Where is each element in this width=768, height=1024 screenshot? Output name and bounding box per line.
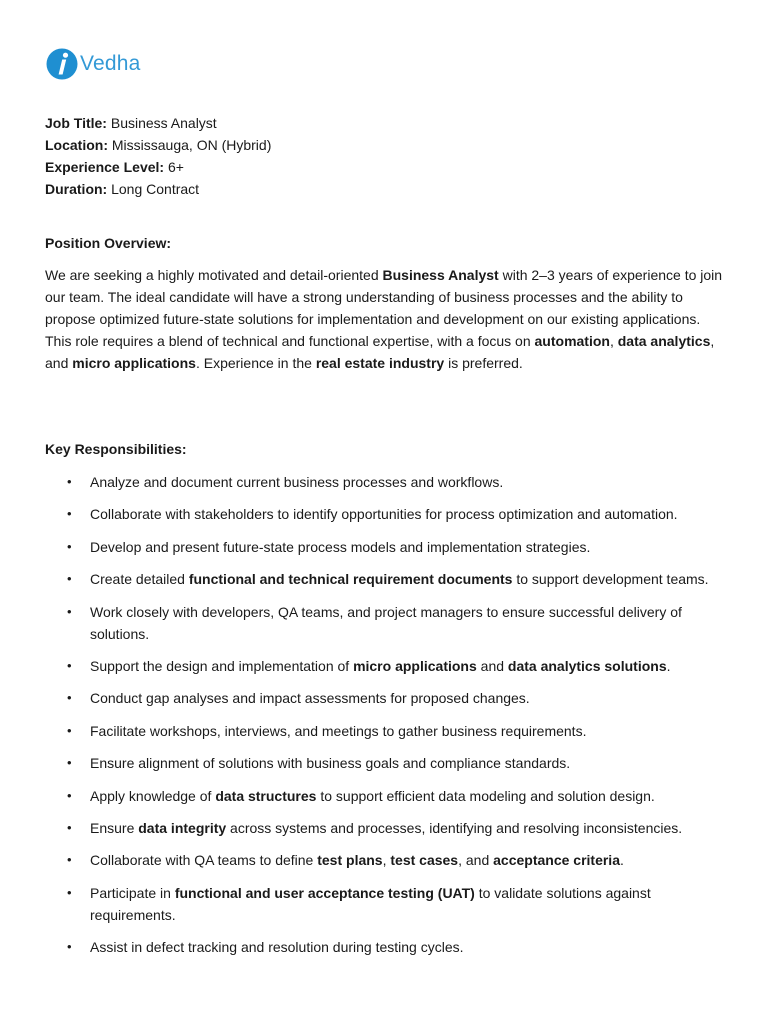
overview-heading: Position Overview: <box>45 235 172 251</box>
overview-text-3: , <box>609 333 618 349</box>
list-item <box>45 471 725 493</box>
overview-text-6: is preferred. <box>444 355 523 371</box>
list-item-text: Support the design and implementation of <box>90 657 354 674</box>
list-item-text: Collaborate with QA teams to define <box>90 852 318 869</box>
responsibilities-heading: Key Responsibilities: <box>45 441 187 457</box>
list-item-text: , and <box>458 852 494 869</box>
responsibilities-list <box>45 471 725 968</box>
list-item-bold-text: acceptance criteria <box>493 852 620 869</box>
list-item <box>45 687 725 709</box>
list-item-bold-text: data integrity <box>138 819 227 836</box>
job-title-row <box>45 112 725 134</box>
overview-text-2: with 2–3 years of experience to join our team. The ideal candidate will have a strong understanding of business processes and the ability to propose optimized future-state solutions for implementation and development on our existing applications. This role requires a blend of technical and functional expertise, with a focus on <box>45 267 723 349</box>
list-item <box>45 601 725 645</box>
vedha-i-icon <box>46 47 78 81</box>
list-item <box>45 785 725 807</box>
experience-label: Experience Level: <box>45 159 165 175</box>
list-item-bold-text: data structures <box>215 787 317 804</box>
experience-value: 6+ <box>167 159 184 175</box>
list-item-text: Create detailed <box>90 571 189 588</box>
list-item-text: Ensure <box>90 819 139 836</box>
logo-text: Vedha <box>80 52 141 75</box>
list-item-text: Collaborate with stakeholders to identify opportunities for process optimization and automation. <box>90 506 678 523</box>
bullet-icon: • <box>67 787 72 803</box>
overview-text <box>45 264 725 374</box>
location-row <box>45 134 725 156</box>
bullet-icon: • <box>67 474 72 489</box>
list-item <box>45 849 725 871</box>
list-item-text: to validate solutions against requirements. <box>90 884 651 923</box>
list-item-text: across systems and processes, identifying and resolving inconsistencies. <box>226 819 683 836</box>
list-item <box>45 936 725 958</box>
bullet-icon: • <box>67 755 72 771</box>
overview-text-5: . Experience in the <box>195 355 316 371</box>
list-item <box>45 720 725 742</box>
list-item-bold-text: micro applications <box>353 657 477 674</box>
list-item <box>45 536 725 558</box>
job-title-value: Business Analyst <box>110 115 217 131</box>
overview-bold-4: micro applications <box>72 355 196 371</box>
list-item <box>45 655 725 677</box>
list-item-text: . <box>666 657 671 674</box>
duration-row <box>45 178 725 200</box>
bullet-icon: • <box>67 571 72 587</box>
company-logo <box>46 46 141 82</box>
list-item-text: . <box>619 852 624 869</box>
overview-paragraph <box>45 264 725 374</box>
list-item-text: Conduct gap analyses and impact assessments for proposed changes. <box>90 690 530 707</box>
overview-bold-3: data analytics <box>617 333 711 349</box>
bullet-icon: • <box>67 657 72 673</box>
list-item-bold-text: data analytics solutions <box>507 657 667 674</box>
list-item <box>45 752 725 774</box>
list-item-bold-text: functional and technical requirement documents <box>188 571 513 588</box>
list-item <box>45 882 725 926</box>
bullet-icon: • <box>67 722 72 738</box>
overview-bold-2: automation <box>534 333 610 349</box>
list-item-text: Assist in defect tracking and resolution during testing cycles. <box>90 939 464 956</box>
list-item-bold-text: test cases <box>390 852 459 869</box>
location-value: Mississauga, ON (Hybrid) <box>111 137 272 153</box>
overview-bold-5: real estate industry <box>315 355 445 371</box>
list-item-text: Facilitate workshops, interviews, and meetings to gather business requirements. <box>90 722 587 739</box>
location-label: Location: <box>45 137 108 153</box>
bullet-icon: • <box>67 690 72 706</box>
list-item-text: to support efficient data modeling and solution design. <box>316 787 655 804</box>
list-item-bold-text: functional and user acceptance testing (UAT) <box>174 884 475 901</box>
list-item-text: and <box>476 657 508 674</box>
job-meta <box>45 112 725 200</box>
list-item-text: Work closely with developers, QA teams, and project managers to ensure successful delivery of solutions. <box>90 603 682 642</box>
bullet-icon: • <box>67 939 72 955</box>
list-item-text: to support development teams. <box>512 571 709 588</box>
overview-text-4: , and <box>45 333 715 371</box>
list-item-text: Apply knowledge of <box>90 787 216 804</box>
duration-value: Long Contract <box>111 181 200 197</box>
list-item-text: Analyze and document current business processes and workflows. <box>90 474 504 490</box>
duration-label: Duration: <box>45 181 108 197</box>
overview-bold-1: Business Analyst <box>382 267 499 283</box>
list-item <box>45 568 725 590</box>
list-item-text: Develop and present future-state process models and implementation strategies. <box>90 538 591 555</box>
overview-text-1: We are seeking a highly motivated and detail-oriented <box>45 267 383 283</box>
bullet-icon: • <box>67 538 72 554</box>
bullet-icon: • <box>67 819 72 835</box>
list-item-text: Participate in <box>90 884 175 901</box>
list-item-text: Ensure alignment of solutions with business goals and compliance standards. <box>90 755 571 772</box>
job-title-label: Job Title: <box>45 115 107 131</box>
list-item <box>45 817 725 839</box>
bullet-icon: • <box>67 506 72 522</box>
list-item-bold-text: test plans <box>317 852 383 869</box>
bullet-icon: • <box>67 884 72 900</box>
list-item-text: , <box>382 852 391 869</box>
bullet-icon: • <box>67 603 72 619</box>
bullet-icon: • <box>67 852 72 868</box>
list-item <box>45 503 725 525</box>
experience-row <box>45 156 725 178</box>
